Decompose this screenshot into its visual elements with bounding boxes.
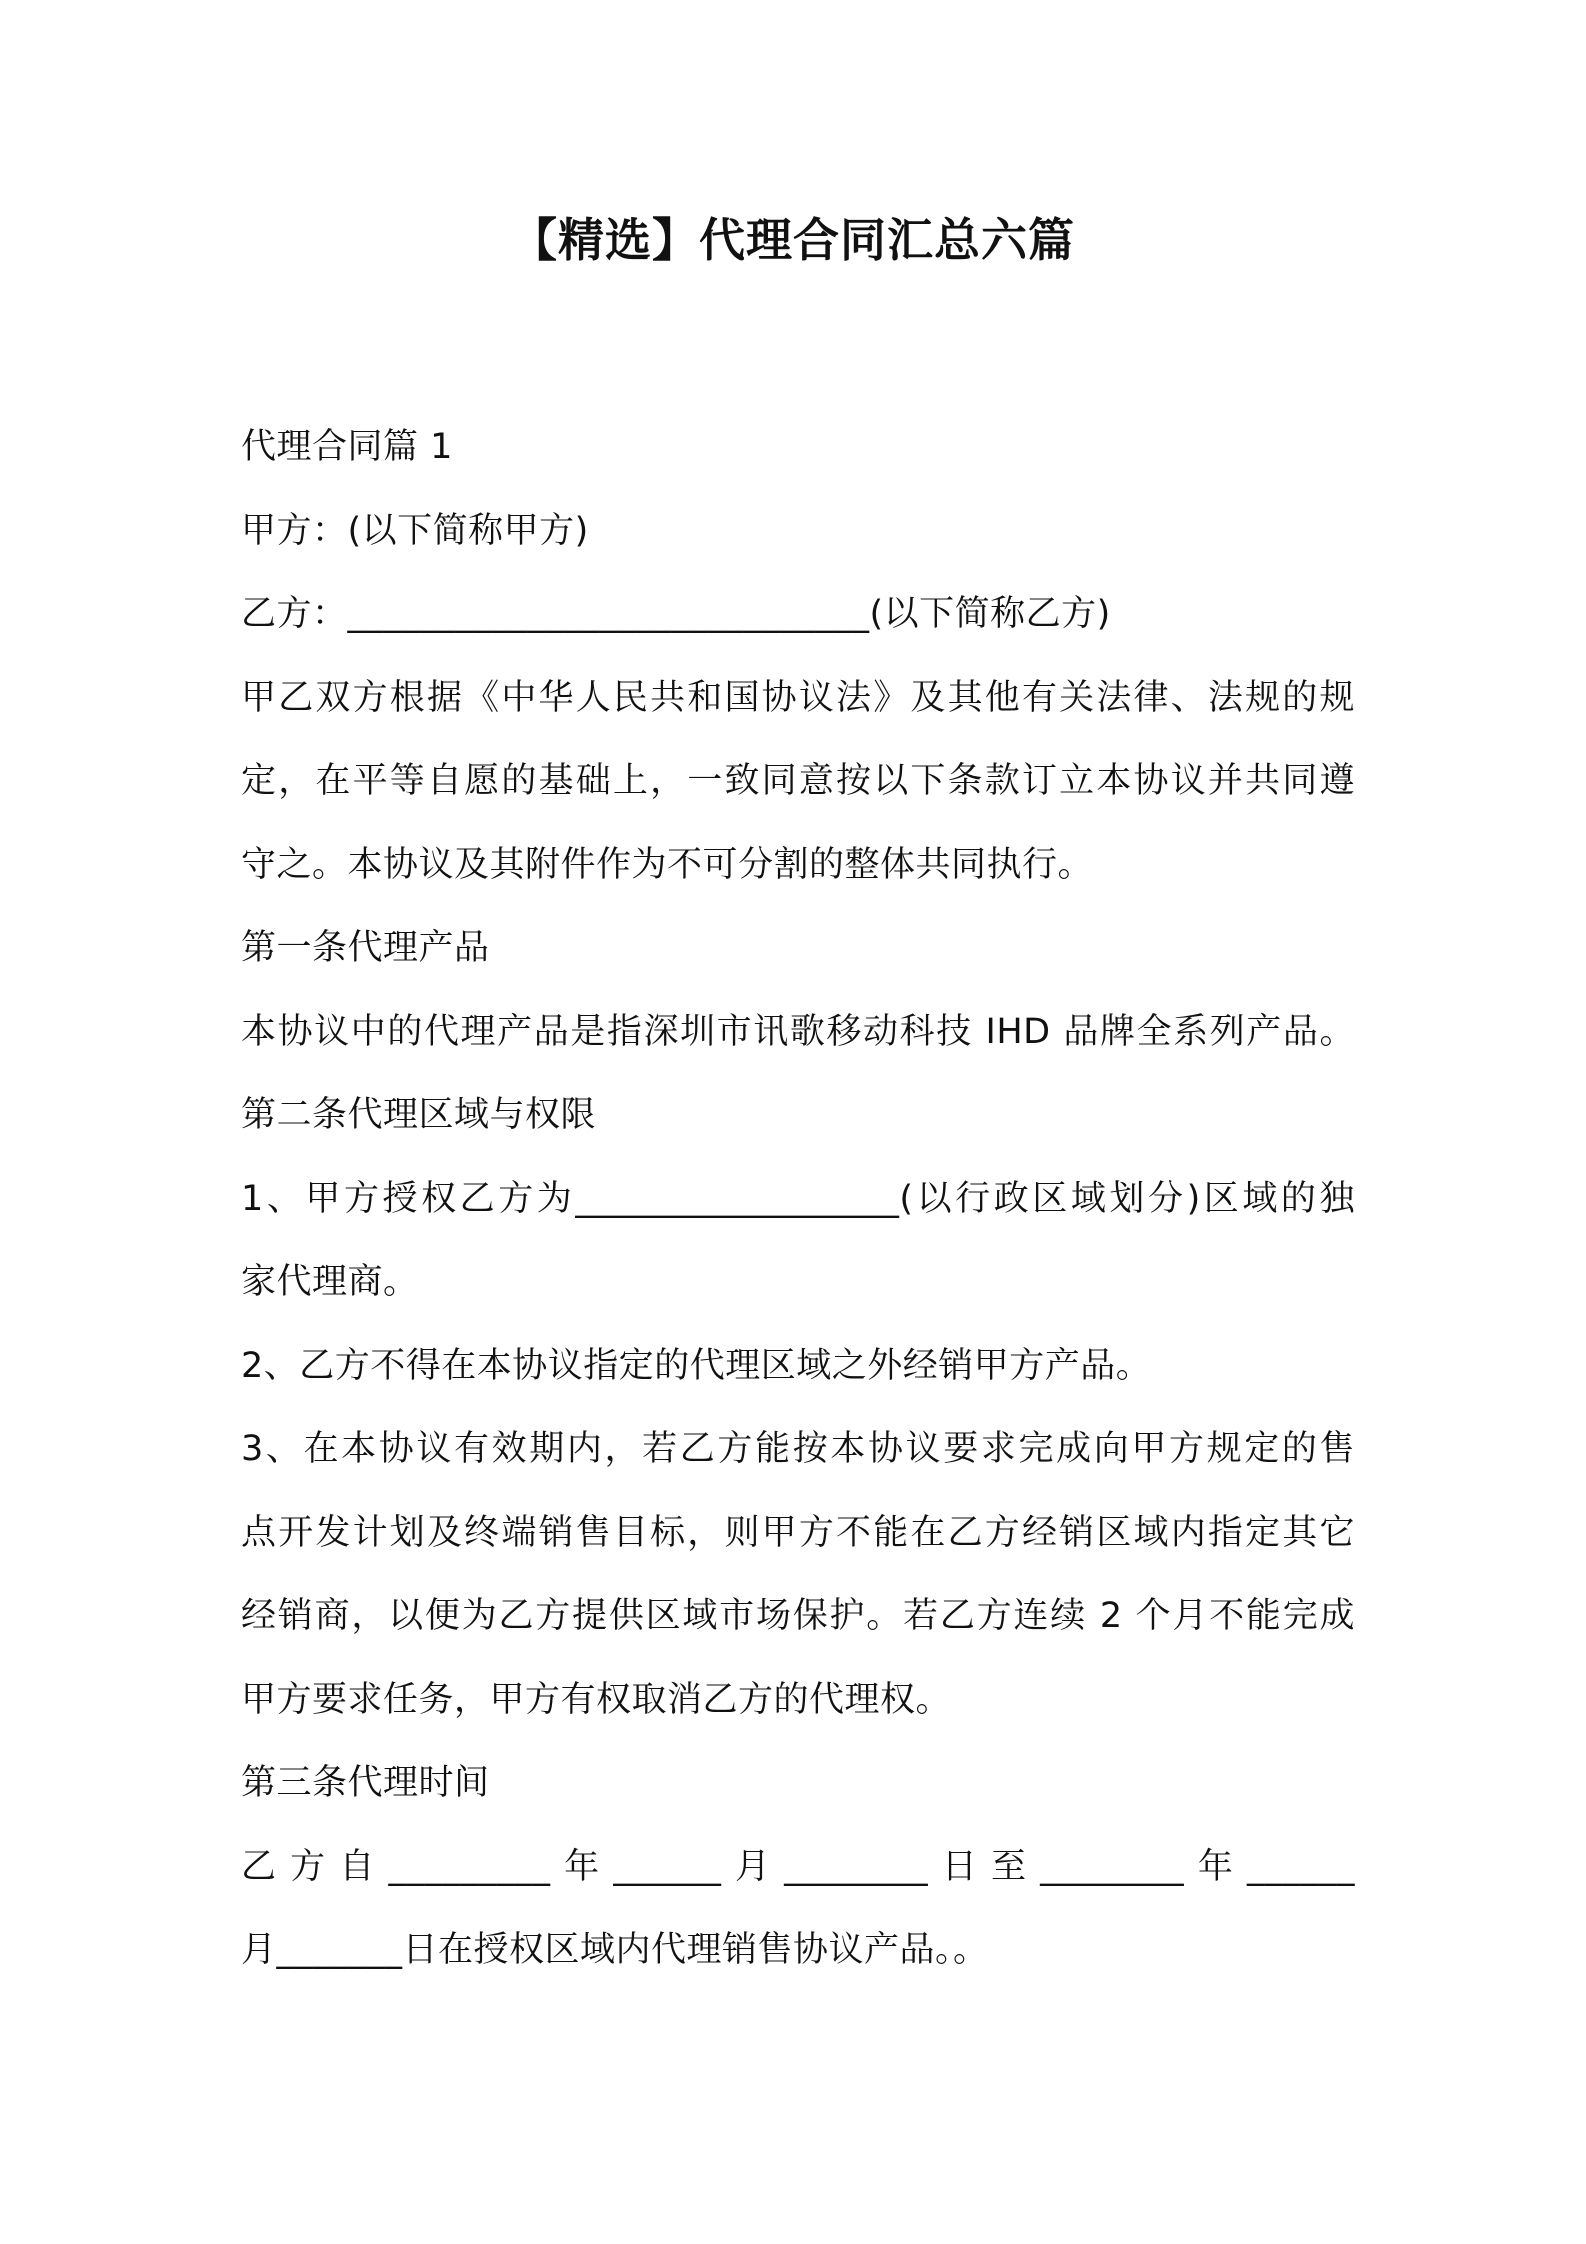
article-text-line: 3、在本协议有效期内，若乙方能按本协议要求完成向甲方规定的售 (241, 1429, 1355, 1469)
article-text-line: 本协议中的代理产品是指深圳市讯歌移动科技 IHD 品牌全系列产品。 (241, 1011, 1355, 1052)
article-text-line: 乙方自_________年______月________日至________年______ (241, 1846, 1355, 1887)
document-body (241, 406, 1355, 1993)
article-heading: 第一条代理产品 (241, 928, 490, 968)
article-text-line: 1、甲方授权乙方为__________________(以行政区域划分)区域的独 (241, 1178, 1355, 1219)
article-text-line: 2、乙方不得在本协议指定的代理区域之外经销甲方产品。 (241, 1345, 1152, 1386)
preamble-line: 甲乙双方根据《中华人民共和国协议法》及其他有关法律、法规的规 (241, 677, 1355, 718)
party-a-line: 甲方：(以下简称甲方) (241, 510, 589, 551)
article-heading: 第三条代理时间 (241, 1763, 490, 1803)
article-text-line: 家代理商。 (241, 1262, 419, 1302)
article-text-line: 点开发计划及终端销售目标，则甲方不能在乙方经销区域内指定其它 (241, 1512, 1355, 1553)
article-heading: 第二条代理区域与权限 (241, 1095, 597, 1135)
section-heading-contract-1: 代理合同篇 1 (241, 427, 453, 467)
article-text-line: 甲方要求任务，甲方有权取消乙方的代理权。 (241, 1679, 952, 1720)
article-text-line: 月_______日在授权区域内代理销售协议产品。。 (241, 1930, 989, 1970)
preamble-line: 守之。本协议及其附件作为不可分割的整体共同执行。 (241, 844, 1094, 885)
preamble-line: 定，在平等自愿的基础上，一致同意按以下条款订立本协议并共同遵 (241, 761, 1355, 801)
article-text-line: 经销商，以便为乙方提供区域市场保护。若乙方连续 2 个月不能完成 (241, 1596, 1355, 1636)
party-b-line: 乙方：_____________________________(以下简称乙方) (241, 594, 1111, 634)
document-title: 【精选】代理合同汇总六篇 (511, 213, 1075, 267)
